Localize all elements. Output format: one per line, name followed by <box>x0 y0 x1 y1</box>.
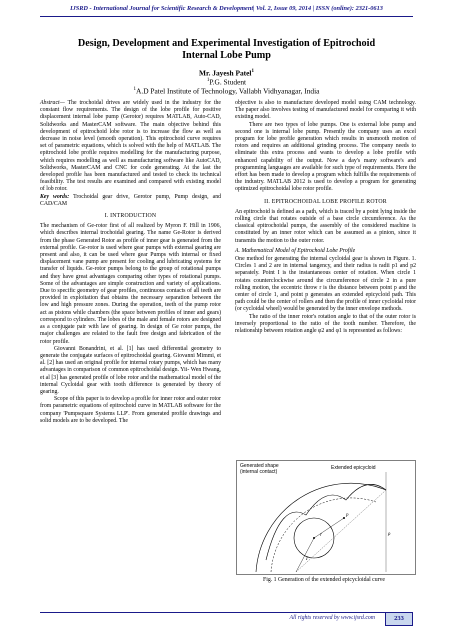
affiliation-institute-text: A.D Patel Institute of Technology, Vallabh Vidhyanagar, India <box>136 86 320 96</box>
abstract <box>40 100 221 194</box>
figure-label-i: I <box>306 557 308 562</box>
figure-label-p: p <box>346 513 349 518</box>
figure-epicycloid-diagram <box>236 460 416 575</box>
subsection-heading-a: A. Mathematical Model of Epitrochoid Lobe Profile <box>235 247 356 254</box>
right-paragraph-1: objective is also to manufacture developed model using CAM technology. The paper also involves testing of manufactured model for comparing it with existing model. <box>235 100 416 121</box>
paper-title <box>40 38 413 62</box>
title-line-1: Design, Development and Experimental Investigation of Epitrochoid <box>77 38 376 49</box>
figure-caption: Fig. 1 Generation of the extended epicycloidal curve <box>262 577 385 583</box>
figure-label-internal-contact: (internal contact) <box>240 469 278 475</box>
figure-label-extended-epicycloid: Extended epicycloid <box>331 465 376 471</box>
figure-point-p <box>343 517 345 519</box>
right-column <box>235 100 416 335</box>
figure-label-rho: ρ <box>388 532 391 537</box>
keywords-text: Trochoidal gear drive, Gerotor pump, Pump design, and CAD/CAM <box>40 193 221 207</box>
section-heading-introduction: I. INTRODUCTION <box>104 213 157 220</box>
figure-frame <box>237 461 416 575</box>
footer-copyright: All rights reserved by www.ijsrd.com <box>289 615 375 621</box>
left-column <box>40 100 221 425</box>
right-paragraph-2: There are two types of lobe pumps. One is external lobe pump and second one is internal lobe pump. Presently the company uses an excel program for lobe profile generation which results in unsmooth motion of rotors and requires an additional grinding process. The company needs to eliminate this extra process and wants to develop a lobe profile with enhanced capability of the output. Now a day's many software's and programming languages are available for such type of requirements. Here the effort has been made to develop a program which fulfills the requirements of the industry. MATLAB 2012 is used to develop a program for generating optimized epitrochoidal lobe rotor profile. <box>235 121 416 193</box>
page-number: 233 <box>385 612 413 626</box>
section-heading-epitrochoidal: II. EPITROCHOIDAL LOBE PROFILE ROTOR <box>264 198 387 205</box>
affiliation-institute-superscript: 1 <box>133 87 137 92</box>
header-rule <box>40 16 413 17</box>
intro-paragraph-2: Giovanni Bonandrini, et al. [1] has used differential geometry to generate the conjugate surfaces of epitrochoidal gearing. Giovanni Mimmi, et al. [2] has used an original profile for internal rotary pumps, which has many advantages in comparison of common epitrochoidal design. Yii- Wen Hwang, et al [3] has generated profile of lobe rotor and the mathematical model of the internal Cycloidal gear with tooth difference is generated by theory of gearing. <box>40 345 221 395</box>
keywords <box>40 194 221 208</box>
intro-paragraph-1: The mechanism of Ge-rotor first of all realized by Myron F. Hill in 1906, which describes internal trochoidal gearing. The name Ge-Rotor is derived from the phase Generated Rotor as profile of inner gear is generated from the external profile. Ge-rotor is used where gear pumps with external gearing are present and also, it can be used where gear Pumps with internal or fixed displacement vane pump are present for cooling and lubricating systems for transfer of liquids. Ge-rotor pumps belong to the group of rotational pumps and they have great advantages comparing other types of rotational pumps. Some of the advantages are simple construction and variety of applications. Due to specific geometry of gear profiles, continuous contacts of all teeth are provided in exploitation that obtains the necessary separation between the low and high pressure zones. During the operation, teeth of the pump rotor act as pistons while chambers (the space between profiles of inner and gears) correspond to cylinders. The lobes of the male and female rotors are designed as a conjugate pair with law of gearing. In design of Ge rotor pumps, the major challenges are related to the fault free design and fabrication of the rotor profile. <box>40 223 221 345</box>
figure-label-generated-shape: Generated shape <box>240 463 279 469</box>
footer-rule <box>40 612 413 613</box>
figure-label-r: r <box>320 533 322 538</box>
author-name-text: Mr. Jayesh Patel <box>199 68 252 78</box>
affiliation-role-superscript: 1 <box>206 78 210 83</box>
keywords-label: Key words: <box>40 193 70 200</box>
journal-header: IJSRD - International Journal for Scientific Research & Development| Vol. 2, Issue 09, 2014 | ISSN (online): 2321-0613 <box>70 5 383 12</box>
author-superscript: 1 <box>251 69 254 74</box>
intro-paragraph-3: Scope of this paper is to develop a profile for inner rotor and outer rotor from parametric equations of epitrochoid curve in MATLAB software for the company 'Pumpsquare Systems LLP'. From generated profile drawings and solid models are to be developed. The <box>40 396 221 424</box>
affiliation-role-text: P.G. Student <box>209 77 247 87</box>
right-paragraph-3: An epitrochoid is defined as a path, which is traced by a point lying inside the rolling circle that rotates outside of a base circle circumference. As the classical epitrochoidal pumps, the assembly of the considered machine is constituted by an inner rotor which can be assumed as a pinion, since it transmits the motion to the outer rotor. <box>235 208 416 244</box>
title-line-2: Internal Lobe Pump <box>182 50 271 61</box>
abstract-text: The trochoidal drives are widely used in the industry for the constant flow requirements. The design of the lobe profile for positive displacement internal lobe pump (Gerotor) requires MATLAB, Auto-CAD, Solidworks and MasterCAM software. The main objective behind this development of epitrochoid lobe rotor is to increase the flow as well as decrease in noise level (smooth operation). This epitrochoid curve requires set of parametric equations, which is solved with the help of MATLAB. The epitrochoid lobe profile requires modelling for the manufacturing purpose, which requires modelling as well as manufacturing software like AutoCAD, Solidworks, MasterCAM and CNC for code generating. At the last the developed profile has been manufactured and tested to check its technical feasibility. The test results are examined and compared with existing model of lob rotor. <box>40 100 221 193</box>
affiliation-institute <box>40 85 413 95</box>
right-paragraph-4: One method for generating the internal cycloidal gear is shown in Figure. 1. Circles 1 and 2 are in internal tangency, and their radius is radii p1 and p2 separately. Point I is the instantaneous center of rotation. When circle 1 rotates counterclockwise around the circumference of circle 2 in a pure rolling motion, the eccentric throw r is the distance between point p and the center of circle 1, and point p generates an extended epicycloid path. This path could be the center of rollers and then the profile of inner cycloidal rotor (or cycloidal wheel) would be generated by the inner envelope methods. <box>235 256 416 313</box>
abstract-label: Abstract— <box>40 100 65 106</box>
right-paragraph-5: The ratio of the inner rotor's rotation angle to that of the outer rotor is inversely proportional to the ratio of the tooth number. Therefore, the relationship between rotation angle φ2 and φ1 is represented as follows: <box>235 313 416 335</box>
